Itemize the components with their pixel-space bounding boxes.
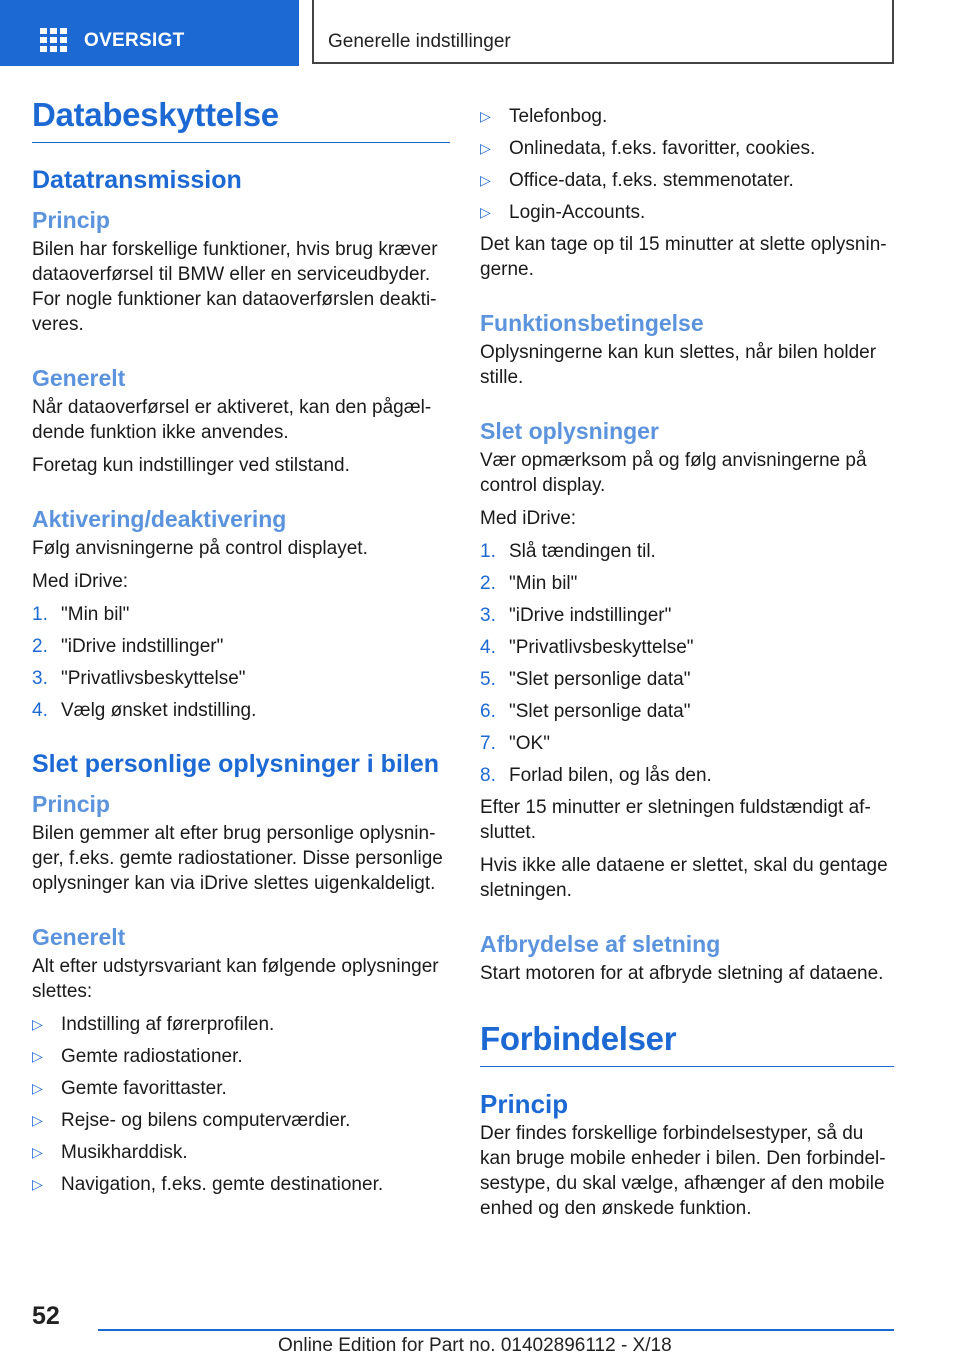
footer-divider <box>98 1329 894 1331</box>
section-header <box>312 0 894 64</box>
triangle-bullet-icon: ▷ <box>480 204 491 220</box>
paragraph: Når dataoverførsel er aktiveret, kan den pågældende funktion ikke anvendes. <box>32 397 432 443</box>
triangle-bullet-icon: ▷ <box>32 1016 43 1032</box>
triangle-bullet-icon: ▷ <box>32 1048 43 1064</box>
heading-generelt: Generelt <box>32 365 126 391</box>
heading-funktionsbetingelse: Funktionsbetingelse <box>480 310 704 336</box>
heading-slet-oplysninger: Slet oplysninger <box>480 418 659 444</box>
triangle-bullet-icon: ▷ <box>480 140 491 156</box>
steps-list <box>32 602 450 723</box>
overview-tab[interactable] <box>0 0 299 66</box>
list-item: 5. "Slet personlige data" <box>480 669 691 690</box>
heading-princip: Princip <box>480 1089 569 1119</box>
list-item: ▷ Telefonbog. <box>480 106 608 127</box>
overview-tab-label: OVERSIGT <box>84 30 185 51</box>
paragraph: Det kan tage op til 15 minutter at slette oplysningerne. <box>480 234 887 280</box>
list-item: 3. "Privatlivsbeskyttelse" <box>32 668 246 689</box>
bullet-list <box>32 1012 450 1197</box>
paragraph: Bilen har forskellige funktioner, hvis brug kræver dataoverførsel til BMW eller en serviceudbyder. For nogle funktioner kan dataoverførslen deaktiveres. <box>32 239 438 335</box>
list-item: 1. "Min bil" <box>32 604 130 625</box>
list-item: ▷ Gemte radiostationer. <box>32 1046 243 1067</box>
heading-princip: Princip <box>32 791 110 817</box>
left-column <box>32 96 450 1204</box>
paragraph: Vær opmærksom på og følg anvisningerne på control display. <box>480 450 867 496</box>
grid-menu-icon <box>40 28 68 52</box>
paragraph: Der findes forskellige forbindelsestyper, så du kan bruge mobile enheder i bilen. Den forbindelsestype, du skal vælge, afhænger af den mobile enhed og den ønskede funktion. <box>480 1123 886 1219</box>
list-item: 4. "Privatlivsbeskyttelse" <box>480 637 694 658</box>
triangle-bullet-icon: ▷ <box>32 1112 43 1128</box>
heading-datatransmission: Datatransmission <box>32 166 242 194</box>
triangle-bullet-icon: ▷ <box>32 1080 43 1096</box>
heading-princip: Princip <box>32 207 110 233</box>
paragraph: Alt efter udstyrsvariant kan følgende oplysninger slettes: <box>32 956 439 1002</box>
paragraph: Hvis ikke alle dataene er slettet, skal du gentage sletningen. <box>480 855 888 901</box>
heading-slet-personlige: Slet personlige oplysninger i bilen <box>32 750 440 778</box>
bullet-list <box>480 104 894 225</box>
list-item: 1. Slå tændingen til. <box>480 541 656 562</box>
list-item: ▷ Musikharddisk. <box>32 1142 188 1163</box>
page-title: Databeskyttelse <box>32 96 450 143</box>
list-item: 2. "Min bil" <box>480 573 578 594</box>
triangle-bullet-icon: ▷ <box>32 1144 43 1160</box>
paragraph: Med iDrive: <box>480 508 577 529</box>
paragraph: Bilen gemmer alt efter brug personlige oplysninger, f.eks. gemte radiostationer. Disse personlige oplysninger kan via iDrive slettes uigenkaldeligt. <box>32 823 443 894</box>
page-number: 52 <box>32 1302 60 1330</box>
list-item: 2. "iDrive indstillinger" <box>32 636 224 657</box>
heading-generelt: Generelt <box>32 924 126 950</box>
triangle-bullet-icon: ▷ <box>480 172 491 188</box>
steps-list <box>480 539 894 788</box>
paragraph: Efter 15 minutter er sletningen fuldstændigt afsluttet. <box>480 797 871 843</box>
triangle-bullet-icon: ▷ <box>32 1176 43 1192</box>
list-item: ▷ Login-Accounts. <box>480 202 646 223</box>
paragraph: Foretag kun indstillinger ved stilstand. <box>32 455 350 476</box>
heading-afbrydelse: Afbrydelse af sletning <box>480 931 721 957</box>
section-title-forbindelser: Forbindelser <box>480 1020 894 1067</box>
list-item: 4. Vælg ønsket indstilling. <box>32 700 257 721</box>
paragraph: Oplysningerne kan kun slettes, når bilen holder stille. <box>480 342 877 388</box>
triangle-bullet-icon: ▷ <box>480 108 491 124</box>
list-item: ▷ Office-data, f.eks. stemmenotater. <box>480 170 794 191</box>
paragraph: Med iDrive: <box>32 571 129 592</box>
list-item: ▷ Indstilling af førerprofilen. <box>32 1014 275 1035</box>
list-item: ▷ Onlinedata, f.eks. favoritter, cookies. <box>480 138 816 159</box>
paragraph: Start motoren for at afbryde sletning af dataene. <box>480 963 884 984</box>
heading-aktivering: Aktivering/deaktivering <box>32 506 287 532</box>
list-item: 7. "OK" <box>480 733 550 754</box>
paragraph: Følg anvisningerne på control displayet. <box>32 538 368 559</box>
list-item: 6. "Slet personlige data" <box>480 701 691 722</box>
list-item: ▷ Gemte favorittaster. <box>32 1078 227 1099</box>
right-column <box>480 100 894 1229</box>
list-item: 8. Forlad bilen, og lås den. <box>480 765 712 786</box>
list-item: ▷ Rejse- og bilens computerværdier. <box>32 1110 351 1131</box>
list-item: ▷ Navigation, f.eks. gemte destinationer. <box>32 1174 384 1195</box>
footer-edition: Online Edition for Part no. 01402896112 - X/18 <box>278 1335 672 1356</box>
section-title: Generelle indstillinger <box>328 31 511 52</box>
list-item: 3. "iDrive indstillinger" <box>480 605 672 626</box>
